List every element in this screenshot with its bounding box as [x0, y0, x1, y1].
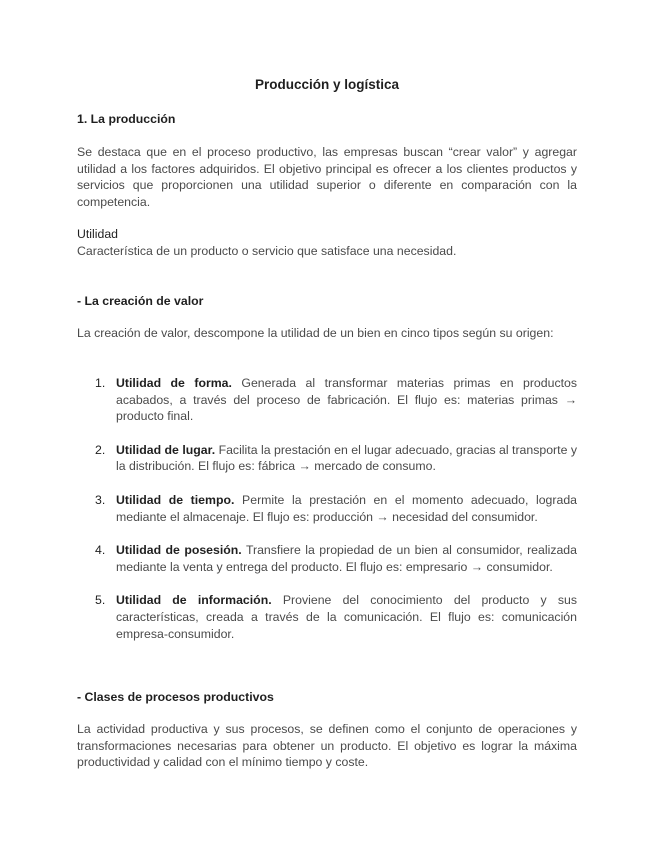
section-heading-production: 1. La producción	[77, 112, 176, 126]
list-item-text: Facilita la prestación en el lugar adecuado, gracias al transporte y la distribución. El flujo es: fábrica → mercado de consumo.	[116, 442, 577, 474]
list-item-number: 3.	[95, 492, 106, 507]
list-item-text: Proviene del conocimiento del producto y sus características, creada a través de la comunicación. El flujo es: comunicación empresa-consumidor.	[116, 593, 577, 641]
list-item-lead: Utilidad de forma.	[116, 376, 232, 390]
list-item-text: Permite la prestación en el momento adecuado, lograda mediante el almacenaje. El flujo es: producción → necesidad del consumidor.	[116, 492, 577, 524]
list-item-text: Transfiere la propiedad de un bien al consumidor, realizada mediante la venta y entrega del producto. El flujo es: empresario → consumidor.	[116, 543, 577, 574]
production-paragraph: Se destaca que en el proceso productivo, las empresas buscan “crear valor” y agregar utilidad a los factores adquiridos. El objetivo principal es ofrecer a los clientes productos y servicios que proporcionen una utilidad superior o diferente en comparación con la competencia.	[77, 145, 577, 209]
list-item-number: 2.	[95, 442, 106, 457]
list-item-text: Generada al transformar materias primas en productos acabados, a través del proceso de fabricación. El flujo es: materias primas → producto final.	[116, 376, 578, 424]
list-item	[95, 442, 577, 475]
list-item-lead: Utilidad de tiempo.	[116, 492, 235, 507]
utility-term: Utilidad	[77, 227, 119, 241]
utility-types-list	[95, 375, 577, 659]
list-item-number: 5.	[95, 593, 106, 608]
list-item-lead: Utilidad de posesión.	[116, 543, 242, 558]
list-item	[95, 542, 577, 575]
value-creation-intro: La creación de valor, descompone la utilidad de un bien en cinco tipos según su origen:	[77, 326, 554, 340]
list-item-number: 4.	[95, 543, 106, 558]
production-processes-paragraph: La actividad productiva y sus procesos, se definen como el conjunto de operaciones y transformaciones necesarias para obtener un producto. El objetivo es lograr la máxima productividad y calidad con el mínimo tiempo y coste.	[77, 722, 577, 770]
list-item	[95, 375, 577, 425]
utility-term-definition: Característica de un producto o servicio que satisface una necesidad.	[77, 243, 457, 258]
list-item-lead: Utilidad de lugar.	[116, 442, 216, 457]
list-item-lead: Utilidad de información.	[116, 593, 272, 608]
section-heading-value-creation: - La creación de valor	[77, 294, 204, 308]
document-title: Producción y logística	[254, 77, 400, 92]
section-heading-production-processes: - Clases de procesos productivos	[77, 690, 274, 704]
list-item-number: 1.	[95, 376, 106, 390]
list-item	[95, 492, 577, 525]
utility-definition	[77, 226, 577, 259]
list-item	[95, 592, 577, 642]
